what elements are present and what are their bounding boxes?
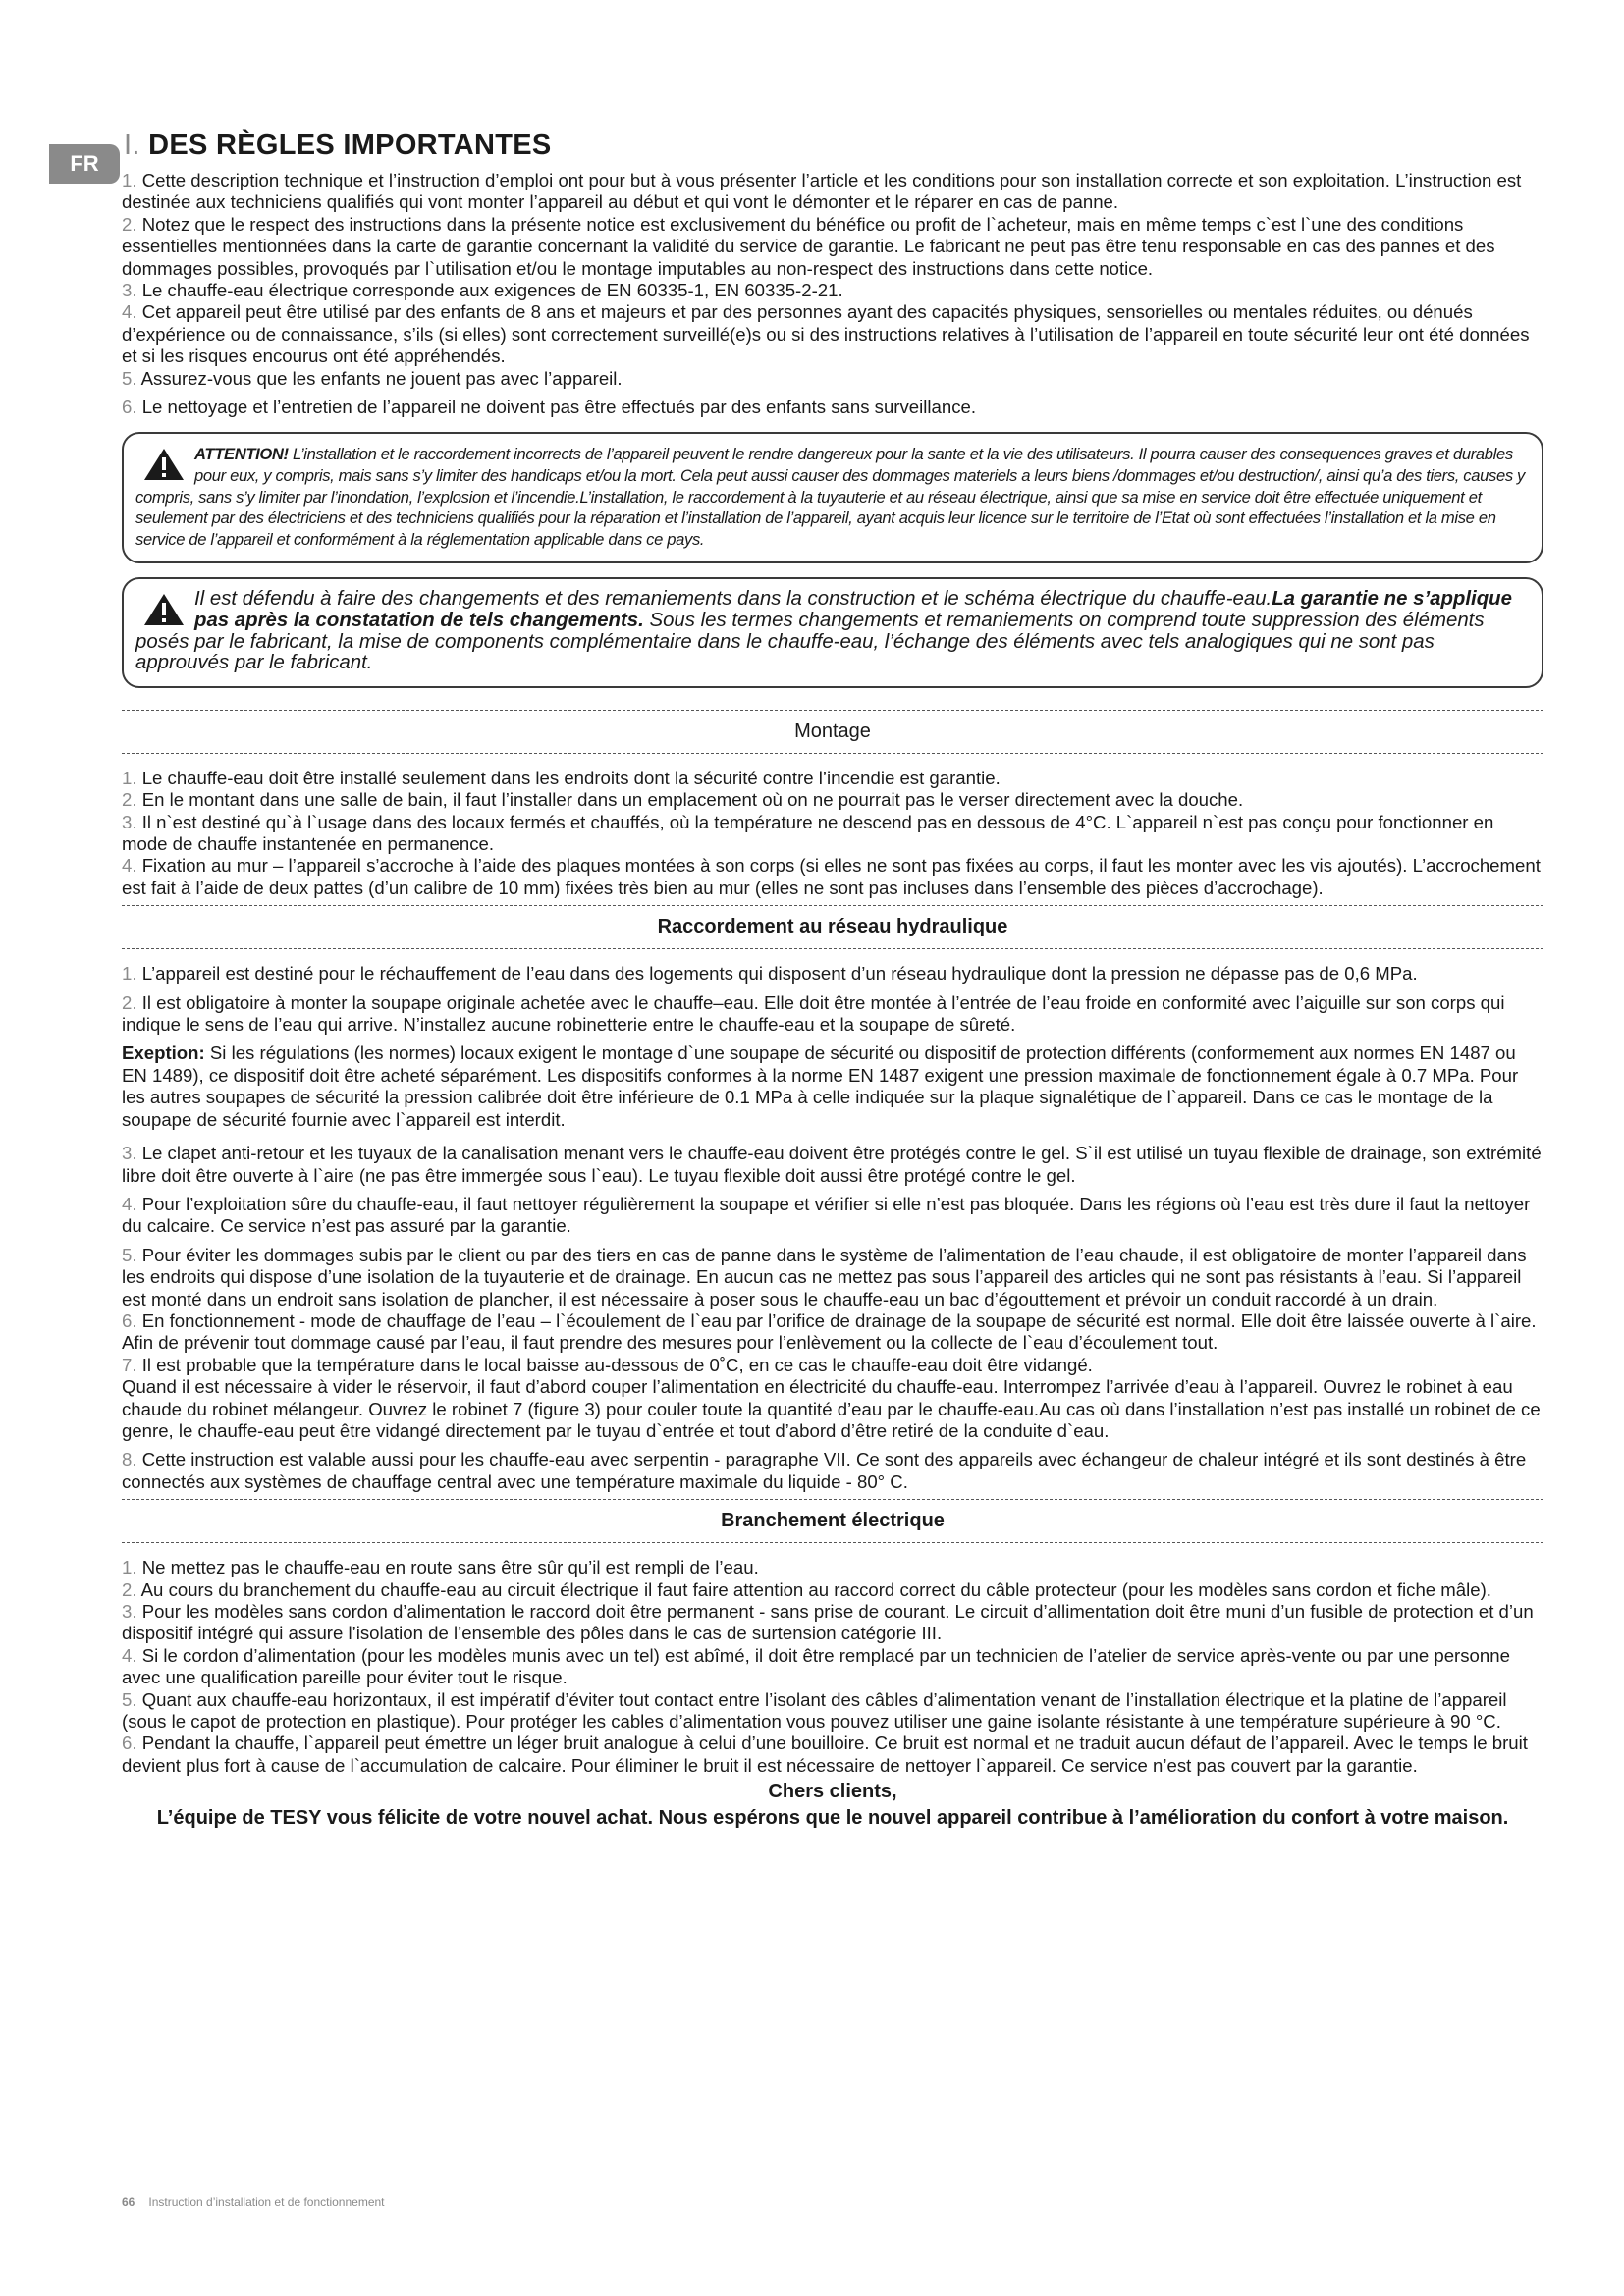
- language-tab: FR: [49, 144, 120, 184]
- exception-paragraph: [122, 1042, 1543, 1131]
- hydraulique-item-5: [122, 1245, 1543, 1310]
- item-number: 4.: [122, 1193, 137, 1214]
- item-text: L’appareil est destiné pour le réchauffement de l’eau dans des logements qui disposent d’un réseau hydraulique dont la pression ne dépasse pas de 0,6 MPa.: [141, 963, 1418, 985]
- warning-triangle-icon: [143, 593, 185, 626]
- item-text: En fonctionnement - mode de chauffage de l’eau – l`écoulement de l`eau par l’orifice de drainage de la soupape de sécurité est normal. Elle doit être laissée ouverte à l`aire. Afin de prévenir tout dommage causé par l’eau, il faut prendre des mesures pour l’enlèvement ou la collecte de l`eau d’écoulement tout.: [122, 1309, 1537, 1354]
- item-text: Ne mettez pas le chauffe-eau en route sans être sûr qu’il est rempli de l’eau.: [141, 1557, 759, 1578]
- electrique-heading: Branchement électrique: [721, 1510, 945, 1532]
- item-text: Cette instruction est valable aussi pour les chauffe-eau avec serpentin - paragraphe VII. Ce sont des appareils avec échangeur de chaleur intégré et ils sont destinés à être connectés aux systèmes de chauffage central avec une température maximale du liquide - 80° C.: [122, 1449, 1527, 1492]
- montage-item: [122, 855, 1543, 899]
- item-number: 1.: [122, 963, 137, 985]
- item-text: Pour l’exploitation sûre du chauffe-eau, il faut nettoyer régulièrement la soupape et vérifier si elle n’est pas bloquée. Dans les régions où l’eau est très dure il faut la nettoyer du calcaire. Ce service n’est pas assuré par la garantie.: [122, 1193, 1531, 1237]
- rule-text: Le nettoyage et l’entretien de l’appareil ne doivent pas être effectués par des enfants sans surveillance.: [141, 397, 977, 418]
- montage-item: [122, 768, 1543, 789]
- hydraulique-item-3: [122, 1143, 1543, 1187]
- item-text: Il est obligatoire à monter la soupape originale achetée avec le chauffe–eau. Elle doit être montée à l’entrée de l’eau froide en conformité avec l’aiguille sur son corps qui indique le sens de l’eau qui arrive. N’installez aucune robinetterie entre le chauffe-eau et la soupape de sûreté.: [122, 991, 1505, 1036]
- item-number: 7.: [122, 1354, 137, 1375]
- montage-heading: Montage: [794, 720, 871, 742]
- item-text: Il n`est destiné qu`à l`usage dans des locaux fermés et chauffés, où la température ne descend pas en dessous de 4°C. L`appareil n`est pas conçu pour fonctionner en mode de chauffe instantenée en permanence.: [122, 811, 1494, 855]
- rule-1: [122, 170, 1543, 214]
- montage-item: [122, 789, 1543, 811]
- page-content: [122, 130, 1543, 1830]
- item-text: Fixation au mur – l’appareil s’accroche à l’aide des plaques montées à son corps (si elles ne sont pas fixées au corps, il faut les monter avec les vis ajoutés). L’accrochement est fait à l’aide de deux pattes (d’un calibre de 10 mm) fixées très bien au mur (elles ne sont pas incluses dans l’ensemble des pièces d’accrochage).: [122, 855, 1541, 898]
- item-number: 2.: [122, 991, 137, 1013]
- drain-instructions: Quand il est nécessaire à vider le réservoir, il faut d’abord couper l’alimentation en électricité du chauffe-eau. Interrompez l’arrivée d’eau à l’appareil. Ouvrez le robinet à eau chaude du robinet mélangeur. Ouvrez le robinet 7 (figure 3) pour couler toute la quantité d’eau par le chauffe-eau.Au cas où dans l’installation n’est pas installé un robinet de ce genre, le chauffe-eau peut être vidangé directement par le tuyau d`entrée et tout d’abord d’être retiré de la conduite d`eau.: [122, 1376, 1541, 1441]
- electrique-item: [122, 1645, 1543, 1689]
- rule-number: 3.: [122, 280, 137, 301]
- section-number: I.: [124, 130, 140, 161]
- rule-text: Assurez-vous que les enfants ne jouent pas avec l’appareil.: [140, 367, 623, 389]
- hydraulique-item-7: [122, 1355, 1543, 1376]
- rule-number: 4.: [122, 301, 137, 323]
- dashed-divider: [122, 1542, 1543, 1543]
- rule-4: [122, 301, 1543, 367]
- guarantee-void-text: La garantie ne s’applique pas après la constatation de tels changements.: [194, 588, 1512, 632]
- item-text: Si le cordon d’alimentation (pour les modèles munis avec un tel) est abîmé, il doit être remplacé par un technicien de l’atelier de service après-vente ou par une personne avec une qualification pareille pour éviter tout le risque.: [122, 1644, 1510, 1688]
- rule-text: Le chauffe-eau électrique corresponde aux exigences de EN 60335-1, EN 60335-2-21.: [141, 280, 843, 301]
- rule-text: Cet appareil peut être utilisé par des enfants de 8 ans et majeurs et par des personnes ayant des capacités physiques, sensorielles ou mentales réduites, ou dénués d’expérience ou de connaissance, s’ils (si elles) sont correctement surveillé(e)s ou si des instructions relatives à l’utilisation de l’appareil en toute sécurité leur ont été données et si les risques encourus ont été appréhendés.: [122, 301, 1530, 367]
- attention-text: L’installation et le raccordement incorrects de l’appareil peuvent le rendre dangereux pour la sante et la vie des utilisateurs. Il pourra causer des consequences graves et durables pour eux, y compris, mais sans s’y limiter des handicaps et/ou la mort. Cela peut aussi causer des dommages materiels a leurs biens /dommages et/ou destruction/, ainsi qu’a des tiers, causes y compris, sans s’y limiter par l’inondation, l’explosion et l’incendie.L’installation, le raccordement à la tuyauterie et au réseau électrique, ainsi que sa mise en service doit être effectuée uniquement et seulement par des électriciens et des techniciens qualifiés pour la réparation et l’installation de l’appareil, ayant acquis leur licence sur le territoire de l’Etat où sont effectuées l’installation et la mise en service de l’appareil et conformément à la réglementation applicable dans ce pays.: [135, 445, 1525, 549]
- hydraulique-item-2: [122, 992, 1543, 1037]
- montage-item: [122, 812, 1543, 856]
- section-title: [124, 130, 1543, 162]
- dashed-divider: [122, 948, 1543, 949]
- modification-text-1: Il est défendu à faire des changements et des remaniements dans la construction et le schéma électrique du chauffe-eau.: [194, 588, 1272, 611]
- hydraulique-item-4: [122, 1194, 1543, 1238]
- item-number: 1.: [122, 767, 137, 788]
- exception-label: Exeption:: [122, 1042, 205, 1064]
- electrique-item: [122, 1733, 1543, 1777]
- modification-warning-box: [122, 577, 1543, 687]
- rule-text: Notez que le respect des instructions dans la présente notice est exclusivement du bénéfice ou profit de l`acheteur, mais en même temps c`est l`une des conditions essentielles mentionnées dans la carte de garantie concernant la validité du service de garantie. Le fabricant ne peut pas être tenu responsable en cas des pannes et des dommages possibles, provoqués par l`utilisation et/ou le montage imputables au non-respect des instructions dans cette notice.: [122, 213, 1495, 279]
- attention-label: ATTENTION!: [194, 445, 289, 464]
- hydraulique-heading: Raccordement au réseau hydraulique: [657, 916, 1008, 938]
- electrique-item: [122, 1579, 1543, 1601]
- item-text: Pour éviter les dommages subis par le client ou par des tiers en cas de panne dans le système de l’alimentation de l’eau chaude, il est obligatoire de monter l’appareil dans les endroits qui dispose d’une isolation de la tuyauterie et de drainage. En aucun cas ne mettez pas sous l’appareil des articles qui ne sont pas résistants à l’eau. Si l’appareil est monté dans un endroit sans isolation de plancher, il est nécessaire à poser sous le chauffe-eau un bac d’égouttement et prévoir un conduit raccordé à un drain.: [122, 1244, 1527, 1309]
- rule-6: [122, 397, 1543, 418]
- item-number: 1.: [122, 1557, 137, 1578]
- item-number: 2.: [122, 1578, 137, 1600]
- rule-number: 2.: [122, 213, 137, 235]
- item-number: 3.: [122, 811, 137, 832]
- page-number: 66: [122, 2195, 135, 2209]
- item-number: 5.: [122, 1688, 137, 1710]
- item-number: 3.: [122, 1601, 137, 1622]
- rule-number: 1.: [122, 170, 137, 190]
- item-text: En le montant dans une salle de bain, il faut l’installer dans un emplacement où on ne pourrait pas le verser directement avec la douche.: [141, 789, 1244, 811]
- rule-number: 5.: [122, 367, 137, 389]
- hydraulique-item-1: [122, 963, 1543, 985]
- modification-text-2: Sous les termes changements et remaniements on comprend toute suppression des éléments posés par le fabricant, la mise de components complémentaire dans le chauffe-eau, l’échange des éléments avec tels analogiques qui ne sont pas approuvés par le fabricant.: [135, 610, 1485, 674]
- montage-list: [122, 768, 1543, 899]
- rule-3: [122, 280, 1543, 301]
- rule-number: 6.: [122, 397, 137, 418]
- rule-5: [122, 368, 1543, 390]
- closing-greeting: Chers clients,: [768, 1781, 897, 1803]
- rule-text: Cette description technique et l’instruction d’emploi ont pour but à vous présenter l’article et les conditions pour son installation correcte et son exploitation. L’instruction est destinée aux techniciens qualifiés qui vont monter l’appareil au début et qui vont le démonter et le réparer en cas de panne.: [122, 170, 1522, 213]
- item-text: Le chauffe-eau doit être installé seulement dans les endroits dont la sécurité contre l’incendie est garantie.: [141, 767, 1001, 788]
- footer-text: Instruction d’installation et de fonctionnement: [148, 2195, 385, 2209]
- item-text: Quant aux chauffe-eau horizontaux, il est impératif d’éviter tout contact entre l’isolant des câbles d’alimentation venant de l’installation électrique et la platine de l’appareil (sous le capot de protection en plastique). Pour protéger les cables d’alimentation vous pouvez utiliser une gaine isolante résistante à une température supérieure à 90 °C.: [122, 1688, 1507, 1733]
- item-number: 5.: [122, 1244, 137, 1265]
- item-number: 3.: [122, 1143, 137, 1164]
- item-number: 8.: [122, 1449, 137, 1470]
- electrique-item: [122, 1689, 1543, 1734]
- dashed-divider: [122, 753, 1543, 754]
- hydraulique-list: [122, 963, 1543, 1493]
- item-number: 4.: [122, 1644, 137, 1666]
- item-number: 2.: [122, 789, 137, 811]
- attention-warning-box: [122, 432, 1543, 563]
- electrique-item: [122, 1557, 1543, 1578]
- electrique-list: [122, 1557, 1543, 1777]
- warning-triangle-icon: [143, 448, 185, 481]
- section-title-text: DES RÈGLES IMPORTANTES: [148, 130, 552, 161]
- item-number: 6.: [122, 1309, 137, 1331]
- electrique-item: [122, 1601, 1543, 1645]
- hydraulique-item-6: [122, 1310, 1543, 1355]
- item-text: Au cours du branchement du chauffe-eau au circuit électrique il faut faire attention au raccord correct du câble protecteur (pour les modèles sans cordon et fiche mâle).: [140, 1578, 1491, 1600]
- closing-message: L’équipe de TESY vous félicite de votre nouvel achat. Nous espérons que le nouvel appareil contribue à l’amélioration du confort à votre maison.: [156, 1807, 1509, 1830]
- item-text: Il est probable que la température dans le local baisse au-dessous de 0˚C, en ce cas le chauffe-eau doit être vidangé.: [141, 1354, 1093, 1375]
- item-text: Pour les modèles sans cordon d’alimentation le raccord doit être permanent - sans prise de courant. Le circuit d’allimentation doit être muni d’un fusible de protection et d’un dispositif intégré qui assure l’isolation de l’ensemble des pôles dans le cas de surtension catégorie III.: [122, 1601, 1534, 1644]
- item-text: Le clapet anti-retour et les tuyaux de la canalisation menant vers le chauffe-eau doivent être protégés contre le gel. S`il est utilisé un tuyau flexible de drainage, son extrémité libre doit être ouverte à l`aire (ne pas être immergée sous l`eau). Le tuyau flexible doit aussi être protégé contre le gel.: [122, 1143, 1542, 1186]
- exception-text: Si les régulations (les normes) locaux exigent le montage d`une soupape de sécurité ou dispositif de protection différents (conformement aux normes EN 1487 ou EN 1489), ce dispositif doit être acheté séparément. Les dispositifs conformes à la norme EN 1487 exigent une pression maximale de fonctionnement égale à 0.7 MPa. Pour les autres soupapes de sécurité la pression calibrée doit être inférieure de 0.1 MPa à celle indiquée sur la plaque signalétique de l`appareil. Dans ce cas le montage de la soupape de sécurité fournie avec l`appareil est interdit.: [122, 1042, 1519, 1130]
- item-number: 6.: [122, 1733, 137, 1754]
- item-number: 4.: [122, 855, 137, 877]
- item-text: Pendant la chauffe, l`appareil peut émettre un léger bruit analogue à celui d’une bouilloire. Ce bruit est normal et ne traduit aucun défaut de l’appareil. Avec le temps le bruit devient plus fort à cause de l`accumulation de calcaire. Pour éliminer le bruit il est nécessaire de nettoyer l`appareil. Ce service n’est pas couvert par la garantie.: [122, 1733, 1528, 1776]
- rule-2: [122, 214, 1543, 280]
- hydraulique-item-8: [122, 1449, 1543, 1493]
- page-footer: [122, 2195, 385, 2209]
